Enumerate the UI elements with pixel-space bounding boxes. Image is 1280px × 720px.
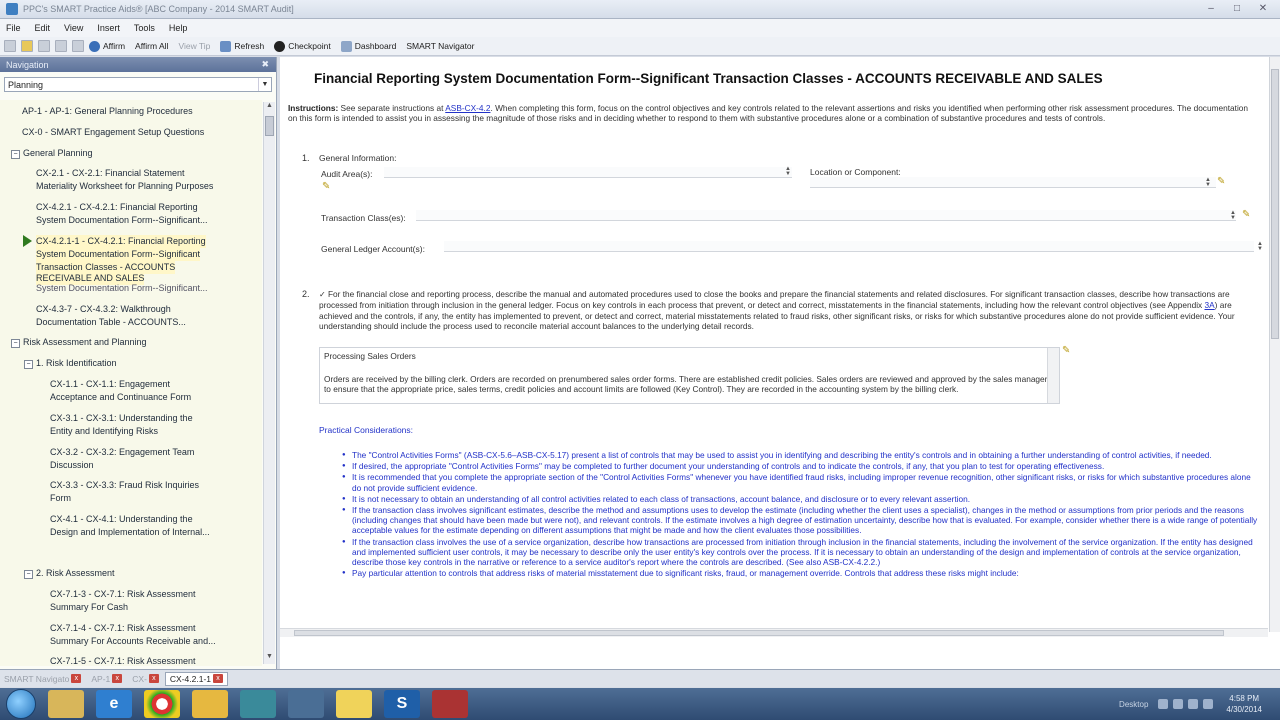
practical-considerations-list: [342, 450, 1262, 579]
location-field[interactable]: [810, 177, 1216, 188]
tree-group-label: 2. Risk Assessment: [36, 568, 115, 578]
internet-explorer-icon[interactable]: e: [96, 690, 132, 718]
tree-item-cx-7-1-3[interactable]: CX-7.1-3 - CX-7.1: Risk Assessment: [50, 589, 196, 599]
scroll-down-icon[interactable]: ▼: [266, 653, 273, 660]
menu-bar: [0, 19, 1280, 37]
tree-item-cx-2-1-cont[interactable]: Materiality Worksheet for Planning Purposes: [36, 181, 214, 191]
tree-group-label: 1. Risk Identification: [36, 358, 117, 368]
close-tab-icon[interactable]: x: [213, 674, 223, 683]
list-item: ● The "Control Activities Forms" (ASB-CX-5.6–ASB-CX-5.17) present a list of controls that may be used to assist you in identifying and describing the entity's controls and in obtaining a further understanding of control activities, if needed.: [342, 450, 1262, 460]
tree-group-risk-identification[interactable]: [24, 357, 117, 370]
taskbar: [0, 688, 1280, 720]
location-label: Location or Component:: [810, 167, 901, 177]
tree-item-cx-3-1-cont[interactable]: Entity and Identifying Risks: [50, 426, 159, 436]
pin-icon[interactable]: ✖: [261, 59, 269, 69]
refresh-button[interactable]: Refresh: [220, 41, 264, 52]
window-controls: [1200, 1, 1274, 15]
tree-item-cx-4-1-cont[interactable]: Design and Implementation of Internal...: [50, 527, 210, 537]
tree-item-cx-1-1-cont[interactable]: Acceptance and Continuance Form: [50, 392, 192, 402]
navigation-scrollbar[interactable]: [263, 102, 275, 664]
tree-item-cx-7-1-4-cont[interactable]: Summary For Accounts Receivable and...: [50, 636, 216, 646]
instructions-link[interactable]: ASB-CX-4.2: [445, 103, 491, 113]
checkpoint-icon: [274, 41, 285, 52]
recorder-icon[interactable]: [432, 690, 468, 718]
mail-icon[interactable]: [192, 690, 228, 718]
tree-item-cx-7-1-5[interactable]: CX-7.1-5 - CX-7.1: Risk Assessment: [50, 656, 196, 666]
tree-item-cx-4-2-1-cont[interactable]: System Documentation Form--Significant...: [36, 215, 208, 225]
section-2-text-post: ) are achieved and the controls, if any, the entity has implemented to prevent, or detect and correct, material misstatements related to fraud risks, other significant risks, or risks for which substantive procedures alone do not provide sufficient evidence. Your understanding should include the process used to reconcile material account balances to the underlying detail records.: [319, 300, 1235, 331]
tree-item-cx-3-2-cont[interactable]: Discussion: [50, 460, 94, 470]
minimize-icon[interactable]: –: [1208, 2, 1214, 14]
refresh-icon: [220, 41, 231, 52]
close-tab-icon[interactable]: x: [71, 674, 81, 683]
practical-considerations-title: Practical Considerations:: [319, 425, 414, 435]
navigation-filter-select[interactable]: [4, 77, 272, 92]
collapse-icon[interactable]: −: [11, 339, 20, 348]
tab-smart-navigator[interactable]: SMART Navigato x: [0, 672, 85, 686]
menu-edit[interactable]: Edit: [34, 23, 51, 33]
navigation-filter-value: Planning: [8, 79, 44, 90]
document-pane: [280, 57, 1280, 669]
document-tabs: [0, 669, 1280, 687]
section-2-text-pre: For the financial close and reporting process, describe the manual and automated procedures used to close the books and prepare the financial statements and related disclosures. For significant transaction classes, describe how transactions are processed from initiation through inclusion in the general ledger. Focus on key controls in each process that prevent, or detect and correct, misstatements in the financial statements, including how the relevant control objectives (see Appendix: [319, 289, 1230, 311]
dashboard-icon: [341, 41, 352, 52]
transaction-class-pencil-icon[interactable]: ✎: [1242, 209, 1251, 220]
appendix-3a-link[interactable]: 3A: [1204, 300, 1215, 311]
selected-arrow-icon: [23, 235, 32, 247]
tree-item-ap-1[interactable]: AP-1 - AP-1: General Planning Procedures: [22, 106, 193, 116]
list-item: ● It is recommended that you complete the appropriate section of the "Control Activities Forms" whenever you have identified fraud risks, including improper revenue recognition, other significant risks, or risks for which substantive procedures alone do not provide sufficient evidence.: [342, 472, 1262, 492]
tree-item-cx-3-2[interactable]: CX-3.2 - CX-3.2: Engagement Team: [50, 447, 195, 457]
app-icon: [6, 3, 18, 15]
scroll-up-icon[interactable]: ▲: [266, 102, 273, 109]
tab-ap-1[interactable]: AP-1 x: [87, 672, 126, 686]
clock-date: 4/30/2014: [1226, 705, 1262, 714]
section-2-text: [319, 289, 1251, 331]
tree-group-general-planning[interactable]: [11, 147, 93, 160]
horizontal-scrollbar[interactable]: [280, 628, 1268, 637]
instructions: [288, 103, 1248, 123]
list-item: ● If desired, the appropriate "Control Activities Forms" may be completed to further document your understanding of controls and to indicate the controls, if any, that you plan to test for operating effectiveness.: [342, 461, 1262, 471]
transaction-class-field[interactable]: [416, 210, 1236, 221]
toolbar: [0, 37, 1280, 56]
list-item: ● If the transaction class involves significant estimates, describe the method and assumptions uses to develop the estimate (including whether the client uses a specialist), changes in the method or assumptions from prior periods and the reasons (including changes that should have been made but were not), and relevant controls. If the estimate involves a high degree of estimation uncertainty, describe how that is evaluated. For example, consider whether there is a wide range of potentially acceptable values for the estimate depending on different assumptions that might be made and how the client evaluates those possibilities.: [342, 505, 1262, 536]
tray-icon[interactable]: [1173, 699, 1183, 709]
instructions-post: . When completing this form, focus on the control objectives and key controls related to the relevant assertions and risks you identified when performing other risk assessment procedures. The documentation on this form is intended to assist you in assessing the magnitude of those risks and in deciding whether to respond to them with substantive procedures alone or a combination of substantive procedures and tests of controls.: [288, 103, 1249, 123]
affirm-button[interactable]: Affirm: [89, 41, 125, 52]
processing-description-textbox[interactable]: [319, 347, 1060, 404]
section-1-number: 1.: [302, 153, 310, 163]
tree-item-cx-1-1[interactable]: CX-1.1 - CX-1.1: Engagement: [50, 379, 171, 389]
document-title: Financial Reporting System Documentation Form--Significant Transaction Classes - ACCOUNTS RECEIVABLE AND SALES: [314, 71, 1103, 86]
tree-group-label: Risk Assessment and Planning: [23, 337, 147, 347]
dashboard-button[interactable]: Dashboard: [341, 41, 397, 52]
tab-cx-4-2-1-1[interactable]: CX-4.2.1-1 x: [165, 672, 228, 686]
smart-app-icon[interactable]: S: [384, 690, 420, 718]
tree-item-cx-4-1[interactable]: CX-4.1 - CX-4.1: Understanding the: [50, 514, 193, 524]
gl-accounts-field[interactable]: [444, 241, 1254, 252]
desktop-label[interactable]: Desktop: [1119, 699, 1149, 709]
audit-area-label: Audit Area(s):: [321, 169, 373, 179]
checkpoint-button[interactable]: Checkpoint: [274, 41, 331, 52]
list-item: ● Pay particular attention to controls that address risks of material misstatement due to significant risks, fraud, or management override. Controls that address these risks might include:: [342, 568, 1262, 578]
clock-time: 4:58 PM: [1229, 694, 1260, 703]
instructions-label: Instructions:: [288, 103, 339, 113]
paste-icon[interactable]: [72, 40, 84, 52]
new-icon[interactable]: [4, 40, 16, 52]
textbox-pencil-icon[interactable]: ✎: [1062, 345, 1071, 356]
explorer-icon[interactable]: [48, 690, 84, 718]
tree-item-cx-3-3-cont[interactable]: Form: [50, 493, 71, 503]
section-1-title: General Information:: [319, 153, 397, 163]
tree-item-cx-4-2-1[interactable]: CX-4.2.1 - CX-4.2.1: Financial Reporting: [36, 202, 198, 212]
tree-item-cx-4-2-1-1-line4[interactable]: RECEIVABLE AND SALES: [36, 273, 145, 283]
document-scrollbar[interactable]: [1269, 57, 1280, 632]
menu-help[interactable]: Help: [168, 23, 188, 33]
affirm-all-button[interactable]: Affirm All: [135, 41, 169, 51]
gl-accounts-spinner-icon[interactable]: ▲ ▼: [1257, 241, 1263, 252]
menu-file[interactable]: File: [6, 23, 21, 33]
tray-icon[interactable]: [1158, 699, 1168, 709]
tool-icon[interactable]: [288, 690, 324, 718]
audit-area-spinner-icon[interactable]: ▲ ▼: [785, 166, 791, 177]
gl-accounts-label: General Ledger Account(s):: [321, 244, 425, 254]
audit-area-pencil-icon[interactable]: ✎: [322, 181, 331, 192]
close-tab-icon[interactable]: x: [112, 674, 122, 683]
scroll-thumb[interactable]: [265, 116, 274, 136]
tree-item-cx-7-1-3-cont[interactable]: Summary For Cash: [50, 602, 129, 612]
tree-item-overlap-line[interactable]: System Documentation Form--Significant...: [36, 283, 208, 293]
close-icon[interactable]: ✕: [1258, 2, 1268, 14]
volume-icon[interactable]: [1203, 699, 1213, 709]
tree-item-cx-0[interactable]: CX-0 - SMART Engagement Setup Questions: [22, 127, 205, 137]
transaction-class-label: Transaction Class(es):: [321, 213, 406, 223]
list-item: ● If the transaction class involves the use of a service organization, describe how transactions are processed from initiation through inclusion in the financial statements, including the involvement of the service organization. If the entity has designed and implemented sufficient user controls, it may be necessary to describe only the user entity's key controls over the process. If it is necessary to obtain an understanding of the design and implementation of controls at the service organization, describe those key controls in the narrative or reference to a service auditor's report where the controls are described. (See also ASB-CX-4.2.2.): [342, 537, 1262, 568]
location-pencil-icon[interactable]: ✎: [1217, 176, 1226, 187]
audit-area-field[interactable]: [384, 167, 792, 178]
menu-insert[interactable]: Insert: [97, 23, 120, 33]
menu-tools[interactable]: Tools: [133, 23, 155, 33]
collapse-icon[interactable]: −: [11, 150, 20, 159]
document-scroll-thumb[interactable]: [1271, 69, 1279, 339]
tree-item-cx-4-3-7[interactable]: CX-4.3-7 - CX-4.3.2: Walkthrough: [36, 304, 171, 314]
window-title: PPC's SMART Practice Aids® [ABC Company - 2014 SMART Audit]: [23, 4, 294, 14]
tree-item-cx-7-1-4[interactable]: CX-7.1-4 - CX-7.1: Risk Assessment: [50, 623, 196, 633]
copy-icon[interactable]: [55, 40, 67, 52]
clock[interactable]: [1226, 693, 1262, 715]
textbox-heading: Processing Sales Orders: [324, 351, 416, 361]
smart-navigator-button[interactable]: SMART Navigator: [406, 41, 475, 51]
collapse-icon[interactable]: −: [24, 360, 33, 369]
open-folder-icon[interactable]: [21, 40, 33, 52]
save-icon[interactable]: [38, 40, 50, 52]
navigation-panel: [0, 57, 277, 669]
horizontal-scroll-thumb[interactable]: [294, 630, 1224, 636]
navigation-header-label: Navigation: [6, 59, 49, 70]
tree-item-cx-4-2-1-1-line2[interactable]: System Documentation Form--Significant: [36, 249, 201, 259]
instructions-pre: See separate instructions at: [338, 103, 446, 113]
folder-icon[interactable]: [336, 690, 372, 718]
tree-group-risk-assessment[interactable]: [24, 567, 115, 580]
list-item: ● It is not necessary to obtain an understanding of all control activities related to each class of transactions, account balance, and disclosure or to every relevant assertion.: [342, 494, 1262, 504]
view-tip-button[interactable]: View Tip: [178, 41, 211, 51]
tree-group-risk-assessment-planning[interactable]: [11, 336, 147, 349]
tree-group-label: General Planning: [23, 148, 93, 158]
affirm-icon: [89, 41, 100, 52]
navigation-tree: [0, 100, 262, 666]
chevron-down-icon[interactable]: ▼: [258, 78, 271, 91]
tree-item-cx-3-3[interactable]: CX-3.3 - CX-3.3: Fraud Risk Inquiries: [50, 480, 200, 490]
tree-item-cx-4-2-1-1-line3[interactable]: Transaction Classes - ACCOUNTS: [36, 262, 176, 272]
menu-view[interactable]: View: [64, 23, 84, 33]
network-icon[interactable]: [240, 690, 276, 718]
tree-item-cx-2-1[interactable]: CX-2.1 - CX-2.1: Financial Statement: [36, 168, 185, 178]
section-2-number: 2.: [302, 289, 310, 299]
tray-icon[interactable]: [1188, 699, 1198, 709]
tree-item-cx-4-3-7-cont[interactable]: Documentation Table - ACCOUNTS...: [36, 317, 186, 327]
tab-cx[interactable]: CX- x: [128, 672, 163, 686]
textbox-scrollbar[interactable]: [1047, 348, 1059, 403]
maximize-icon[interactable]: □: [1233, 2, 1241, 14]
location-spinner-icon[interactable]: ▲ ▼: [1205, 177, 1211, 188]
close-tab-icon[interactable]: x: [149, 674, 159, 683]
collapse-icon[interactable]: −: [24, 570, 33, 579]
tree-item-cx-4-2-1-1-selected[interactable]: CX-4.2.1-1 - CX-4.2.1: Financial Reporting: [36, 236, 206, 246]
chrome-icon[interactable]: [144, 690, 180, 718]
textbox-body: Orders are received by the billing clerk. Orders are recorded on prenumbered sales order forms. There are established credit policies. Sales orders are reviewed and approved by the sales manager to ensure that the appropriate price, sales terms, credit policies and account limits are followed (Key Control). They are recorded in the accounting system by the billing clerk.: [324, 374, 1048, 394]
title-bar: [0, 0, 1280, 19]
start-button[interactable]: [6, 689, 36, 719]
transaction-class-spinner-icon[interactable]: ▲ ▼: [1230, 210, 1236, 221]
system-tray: [1119, 688, 1280, 720]
tree-item-cx-3-1[interactable]: CX-3.1 - CX-3.1: Understanding the: [50, 413, 193, 423]
navigation-header: [0, 57, 276, 72]
section-2-check-icon: ✓: [319, 290, 328, 299]
